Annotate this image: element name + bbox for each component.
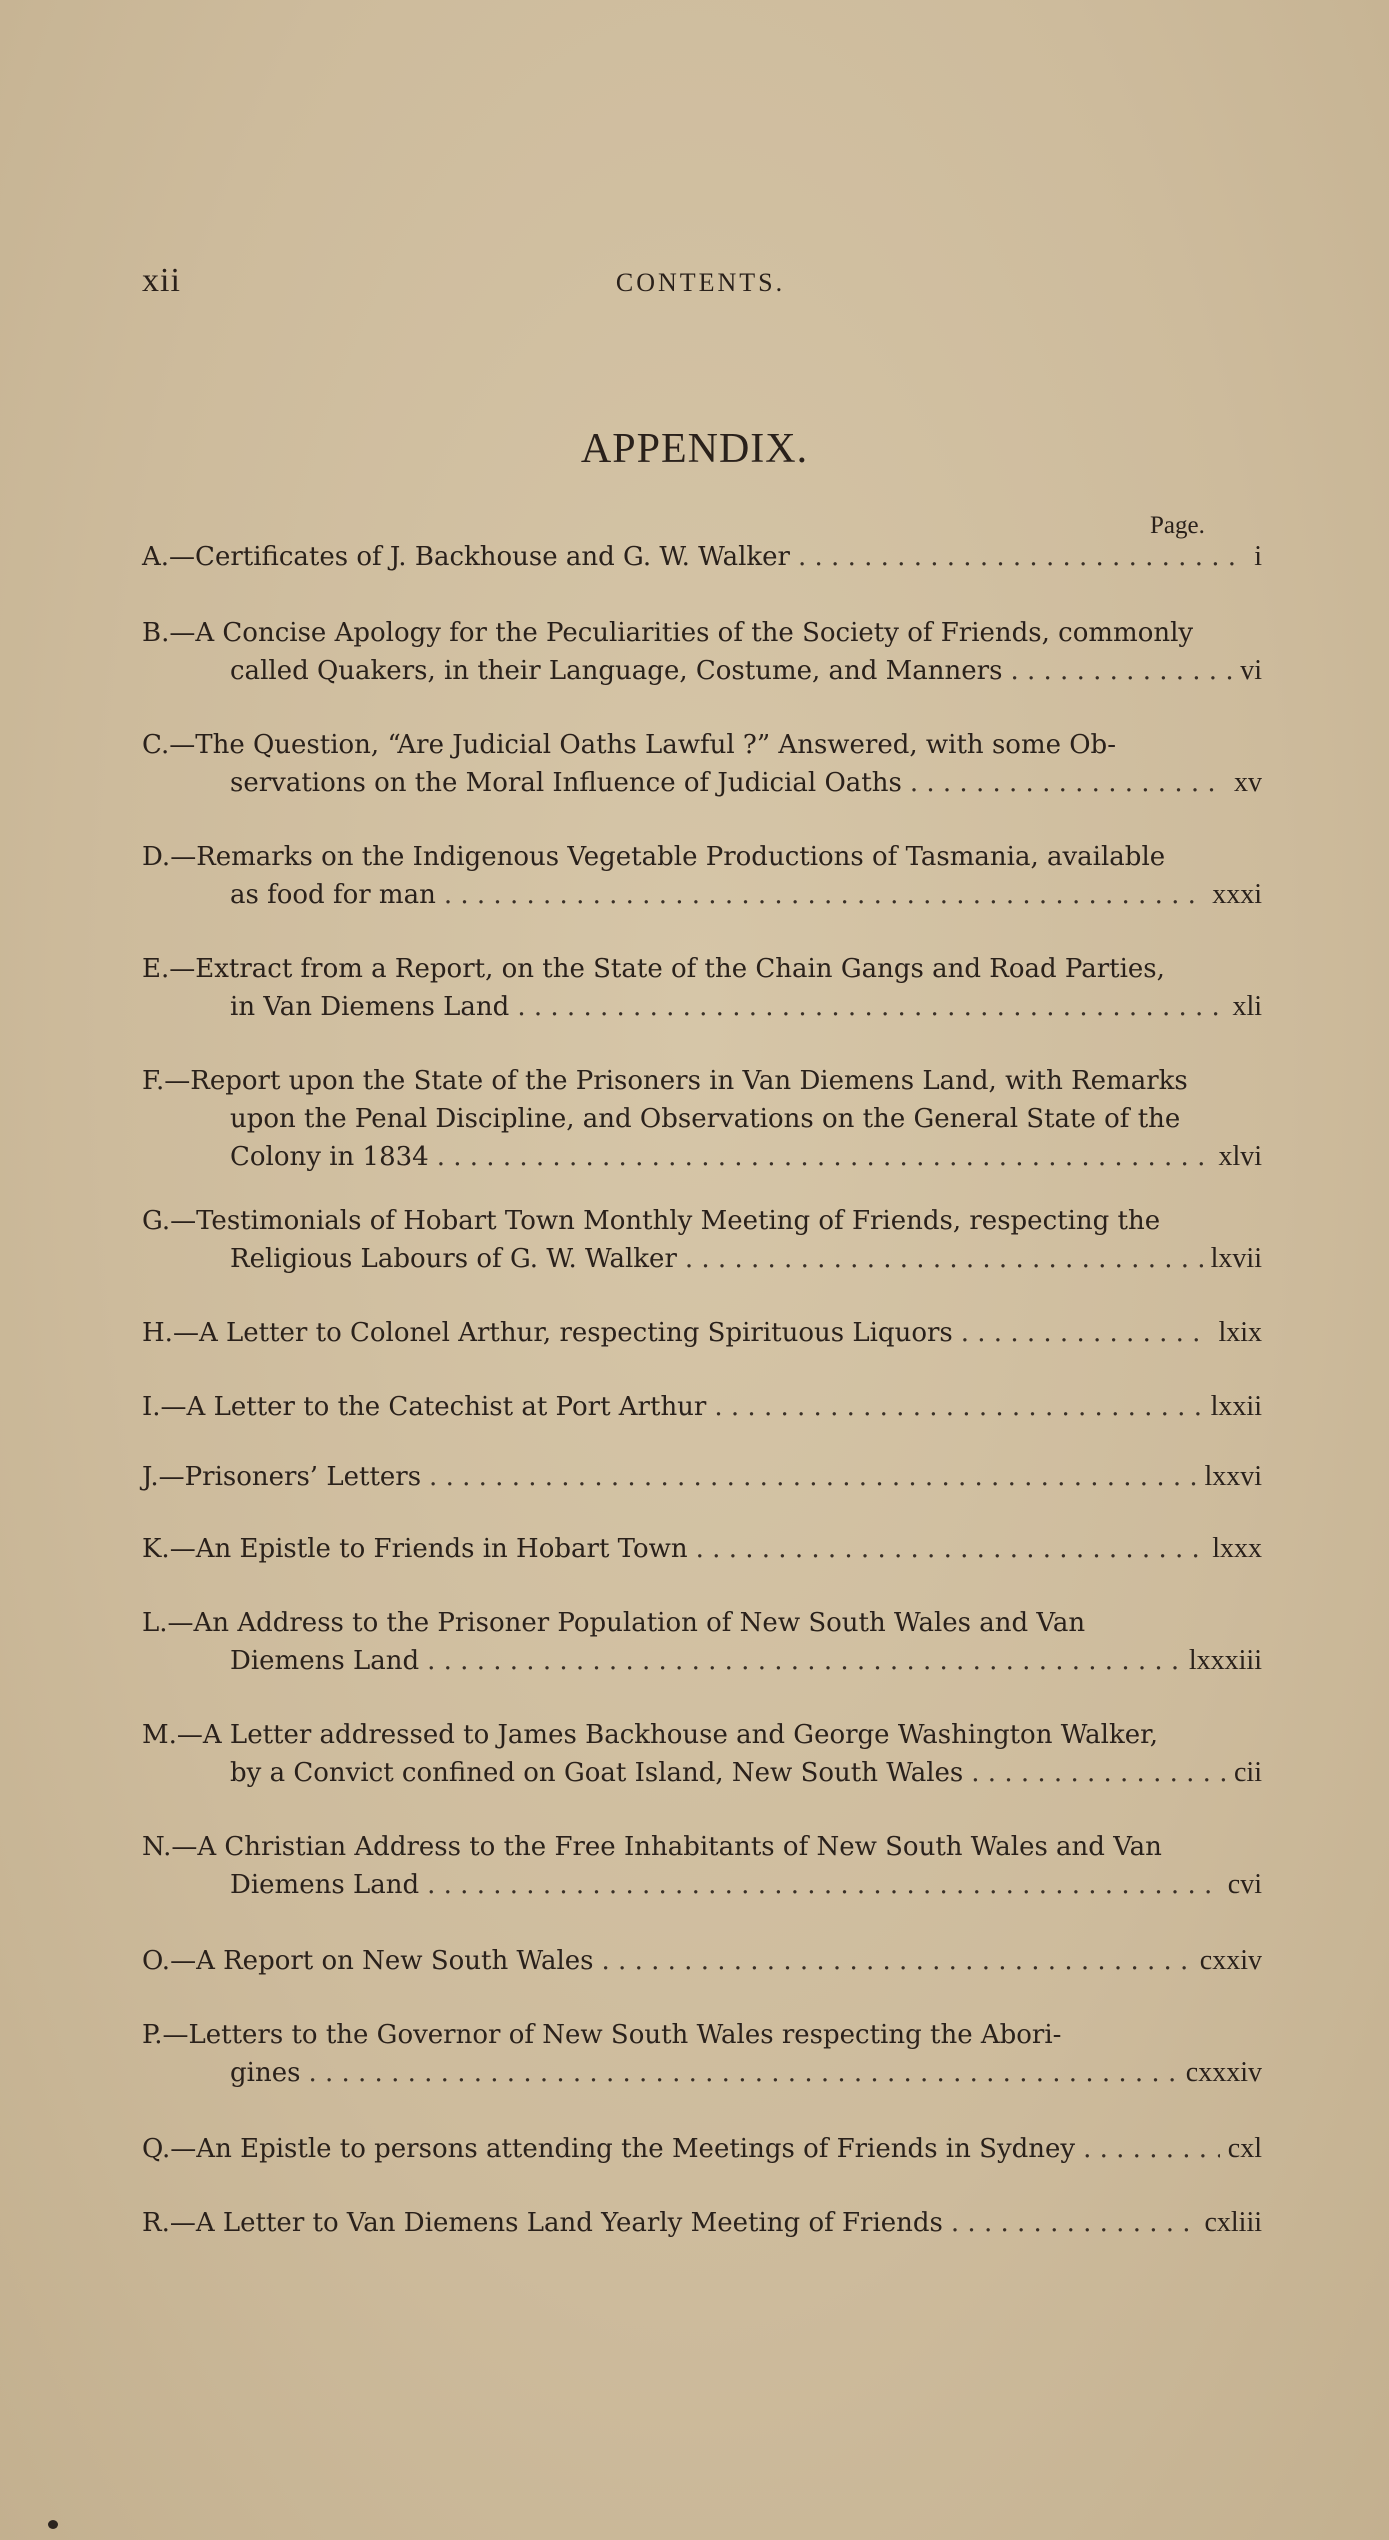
entry-line bbox=[142, 538, 1262, 576]
entry-line bbox=[142, 1530, 1262, 1568]
entry-page-number: xxxi bbox=[1212, 879, 1262, 910]
entry-line bbox=[142, 1716, 1262, 1754]
entry-title-line: —A Concise Apology for the Peculiarities of the Society of Friends, commonly bbox=[169, 618, 1194, 648]
dot-leader bbox=[427, 1642, 1181, 1680]
dot-leader bbox=[429, 1458, 1196, 1496]
appendix-entry bbox=[142, 1828, 1262, 1904]
entry-line bbox=[142, 988, 1262, 1026]
entry-line bbox=[142, 2016, 1262, 2054]
entry-letter: L. bbox=[142, 1608, 168, 1638]
entry-line bbox=[142, 614, 1262, 652]
entry-letter: P. bbox=[142, 2020, 163, 2050]
running-head bbox=[142, 262, 1259, 302]
appendix-entry bbox=[142, 1202, 1262, 1278]
entry-title-line: —An Address to the Prisoner Population of New South Wales and Van bbox=[167, 1608, 1086, 1638]
dot-leader bbox=[437, 1138, 1211, 1176]
entry-letter: F. bbox=[142, 1066, 165, 1096]
entry-page-number: i bbox=[1254, 541, 1262, 572]
dot-leader bbox=[1083, 2130, 1220, 2168]
entry-line bbox=[142, 726, 1262, 764]
entry-title-line: Diemens Land bbox=[230, 1870, 420, 1900]
entry-page-number: lxxxiii bbox=[1188, 1645, 1262, 1676]
entry-page-number: cxl bbox=[1227, 2133, 1262, 2164]
entry-line bbox=[142, 1062, 1262, 1100]
dot-leader bbox=[971, 1754, 1226, 1792]
appendix-entry bbox=[142, 1458, 1262, 1496]
entry-title-line: as food for man bbox=[230, 880, 436, 910]
entry-letter: O. bbox=[142, 1946, 171, 1976]
dot-leader bbox=[951, 2204, 1197, 2242]
dot-leader bbox=[602, 1942, 1192, 1980]
entry-title-line: —Letters to the Governor of New South Wales respecting the Abori- bbox=[162, 2020, 1062, 2050]
dot-leader bbox=[685, 1240, 1203, 1278]
entry-letter: H. bbox=[142, 1318, 173, 1348]
entry-page-number: lxxii bbox=[1210, 1391, 1262, 1422]
page-column-label: Page. bbox=[1150, 512, 1205, 539]
entry-letter: I. bbox=[142, 1392, 161, 1422]
entry-title-line: —An Epistle to Friends in Hobart Town bbox=[169, 1534, 688, 1564]
dot-leader bbox=[696, 1530, 1205, 1568]
entry-letter: M. bbox=[142, 1720, 177, 1750]
entry-line bbox=[142, 2204, 1262, 2242]
entry-line bbox=[142, 1314, 1262, 1352]
entry-line bbox=[142, 1866, 1262, 1904]
entry-letter: C. bbox=[142, 730, 170, 760]
entry-title-line: —Prisoners’ Letters bbox=[158, 1462, 422, 1492]
entry-line bbox=[142, 1388, 1262, 1426]
entry-title-line: —Certificates of J. Backhouse and G. W. Walker bbox=[169, 542, 790, 572]
dot-leader bbox=[961, 1314, 1211, 1352]
entry-page-number: lxvii bbox=[1210, 1243, 1262, 1274]
entry-line bbox=[142, 764, 1262, 802]
entry-title-line: —A Christian Address to the Free Inhabitants of New South Wales and Van bbox=[171, 1832, 1162, 1862]
entry-page-number: xlvi bbox=[1218, 1141, 1262, 1172]
appendix-entry bbox=[142, 726, 1262, 802]
entry-title-line: by a Convict confined on Goat Island, New South Wales bbox=[230, 1758, 964, 1788]
appendix-entry bbox=[142, 1314, 1262, 1352]
entry-title-line: in Van Diemens Land bbox=[230, 992, 510, 1022]
entry-page-number: xli bbox=[1232, 991, 1262, 1022]
entry-title-line: —Report upon the State of the Prisoners in Van Diemens Land, with Remarks bbox=[164, 1066, 1188, 1096]
paper-speck bbox=[48, 2520, 58, 2529]
entry-line bbox=[142, 2130, 1262, 2168]
entry-page-number: cii bbox=[1234, 1757, 1262, 1788]
page-number: xii bbox=[142, 262, 181, 299]
appendix-entry bbox=[142, 1716, 1262, 1792]
entry-line bbox=[142, 1100, 1262, 1138]
entry-page-number: xv bbox=[1234, 767, 1262, 798]
entry-line bbox=[142, 1754, 1262, 1792]
entry-letter: G. bbox=[142, 1206, 171, 1236]
entry-title-line: called Quakers, in their Language, Costume, and Manners bbox=[230, 656, 1003, 686]
dot-leader bbox=[444, 876, 1204, 914]
entry-title-line: —Testimonials of Hobart Town Monthly Meeting of Friends, respecting the bbox=[170, 1206, 1161, 1236]
entry-page-number: cxxxiv bbox=[1185, 2057, 1262, 2088]
entry-title-line: upon the Penal Discipline, and Observations on the General State of the bbox=[230, 1104, 1181, 1134]
entry-line bbox=[142, 1240, 1262, 1278]
entry-line bbox=[142, 1604, 1262, 1642]
dot-leader bbox=[910, 764, 1226, 802]
appendix-entry bbox=[142, 1530, 1262, 1568]
entry-line bbox=[142, 876, 1262, 914]
entry-page-number: lxxvi bbox=[1204, 1461, 1262, 1492]
appendix-entry bbox=[142, 1388, 1262, 1426]
entry-letter: N. bbox=[142, 1832, 172, 1862]
appendix-entry bbox=[142, 838, 1262, 914]
dot-leader bbox=[308, 2054, 1177, 2092]
entry-line bbox=[142, 1642, 1262, 1680]
entry-line bbox=[142, 1942, 1262, 1980]
entry-letter: B. bbox=[142, 618, 170, 648]
entry-line bbox=[142, 1202, 1262, 1240]
running-title: CONTENTS. bbox=[615, 268, 786, 297]
entry-line bbox=[142, 950, 1262, 988]
appendix-entry bbox=[142, 1062, 1262, 1176]
entry-letter: D. bbox=[142, 842, 171, 872]
entry-title-line: —A Letter to Van Diemens Land Yearly Meeting of Friends bbox=[169, 2208, 943, 2238]
entry-letter: Q. bbox=[142, 2134, 171, 2164]
appendix-entry bbox=[142, 1604, 1262, 1680]
entry-page-number: lxix bbox=[1218, 1317, 1262, 1348]
entry-page-number: cxliii bbox=[1204, 2207, 1262, 2238]
entry-line bbox=[142, 2054, 1262, 2092]
entry-title-line: Colony in 1834 bbox=[230, 1142, 429, 1172]
entry-title-line: Diemens Land bbox=[230, 1646, 420, 1676]
entry-letter: K. bbox=[142, 1534, 170, 1564]
dot-leader bbox=[517, 988, 1224, 1026]
entry-line bbox=[142, 1828, 1262, 1866]
entry-title-line: servations on the Moral Influence of Judicial Oaths bbox=[230, 768, 902, 798]
entry-title-line: —An Epistle to persons attending the Meetings of Friends in Sydney bbox=[170, 2134, 1076, 2164]
entry-title-line: —A Letter to Colonel Arthur, respecting Spirituous Liquors bbox=[172, 1318, 953, 1348]
entry-title-line: —The Question, “Are Judicial Oaths Lawful ?” Answered, with some Ob- bbox=[169, 730, 1116, 760]
dot-leader bbox=[798, 538, 1246, 576]
entry-page-number: cvi bbox=[1227, 1869, 1262, 1900]
dot-leader bbox=[1010, 652, 1232, 690]
appendix-entry bbox=[142, 1942, 1262, 1980]
entry-title-line: —Extract from a Report, on the State of the Chain Gangs and Road Parties, bbox=[169, 954, 1165, 984]
entry-letter: J. bbox=[142, 1462, 159, 1492]
entry-title-line: —A Letter addressed to James Backhouse and George Washington Walker, bbox=[176, 1720, 1158, 1750]
entry-letter: A. bbox=[142, 542, 170, 572]
entry-page-number: vi bbox=[1240, 655, 1262, 686]
entry-letter: R. bbox=[142, 2208, 170, 2238]
entry-line bbox=[142, 1458, 1262, 1496]
entry-page-number: cxxiv bbox=[1199, 1945, 1262, 1976]
entry-title-line: —A Report on New South Wales bbox=[170, 1946, 594, 1976]
entry-page-number: lxxx bbox=[1212, 1533, 1262, 1564]
appendix-entry bbox=[142, 2016, 1262, 2092]
entry-title-line: —Remarks on the Indigenous Vegetable Productions of Tasmania, available bbox=[170, 842, 1166, 872]
dot-leader bbox=[714, 1388, 1202, 1426]
entry-line bbox=[142, 1138, 1262, 1176]
entry-title-line: Religious Labours of G. W. Walker bbox=[230, 1244, 677, 1274]
dot-leader bbox=[427, 1866, 1220, 1904]
entry-letter: E. bbox=[142, 954, 170, 984]
appendix-entry bbox=[142, 2204, 1262, 2242]
appendix-entry bbox=[142, 2130, 1262, 2168]
appendix-entry bbox=[142, 538, 1262, 576]
appendix-entry bbox=[142, 614, 1262, 690]
entry-title-line: —A Letter to the Catechist at Port Arthur bbox=[160, 1392, 707, 1422]
appendix-title: APPENDIX. bbox=[580, 426, 809, 472]
entry-line bbox=[142, 652, 1262, 690]
entry-line bbox=[142, 838, 1262, 876]
entry-title-line: gines bbox=[230, 2058, 301, 2088]
appendix-entry bbox=[142, 950, 1262, 1026]
